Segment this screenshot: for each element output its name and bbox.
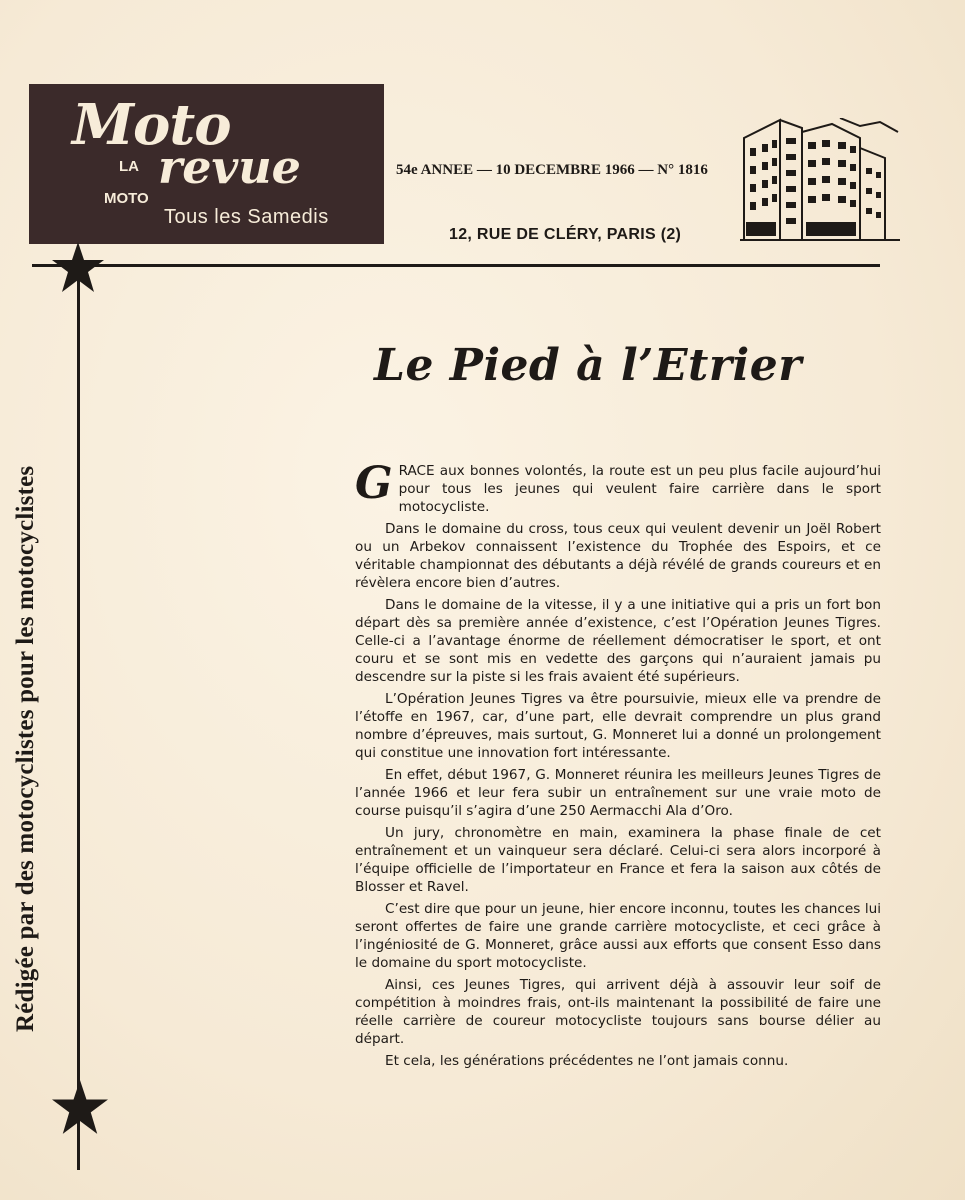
- logo-la-text: LA: [119, 158, 139, 175]
- issue-line: 54e ANNEE — 10 DECEMBRE 1966 — N° 1816: [396, 162, 708, 178]
- star-ornament-bottom: [52, 1080, 108, 1134]
- drop-cap: G: [355, 458, 393, 509]
- article-first-text: RACE aux bonnes volontés, la route est un peu plus facile aujourd’hui pour tous les jeunes qui veulent faire carrière dans le sport motocycliste.: [398, 463, 881, 515]
- star-ornament-top: [52, 242, 104, 292]
- article-headline: Le Pied à l’Etrier: [374, 340, 802, 391]
- logo-tagline: Tous les Samedis: [164, 206, 329, 228]
- article-paragraph: Dans le domaine du cross, tous ceux qui veulent devenir un Joël Robert ou un Arbekov connaissent l’existence du Trophée des Espoirs, et ce véritable championnat des débutants a déjà révélé de grands coureurs et en révèlera encore bien d’autres.: [355, 521, 881, 591]
- article-paragraph: Un jury, chronomètre en main, examinera la phase finale de cet entraînement et un vainqueur sera déclaré. Celui-ci sera alors incorporé à l’équipe officielle de l’importateur en France et fera la saison aux côtés de Blosser et Ravel.: [355, 825, 881, 895]
- horizontal-rule: [32, 264, 880, 267]
- article-body: [355, 458, 881, 1074]
- side-banner-text: Rédigée par des motocyclistes pour les motocyclistes: [12, 465, 39, 1032]
- article-paragraph: C’est dire que pour un jeune, hier encore inconnu, toutes les chances lui seront offertes de faire une grande carrière motocycliste, et ceci grâce à l’ingéniosité de G. Monneret, grâce aussi aux efforts que consent Esso dans le domaine du sport motocycliste.: [355, 901, 881, 971]
- vertical-rule: [77, 268, 80, 1170]
- article-paragraph: L’Opération Jeunes Tigres va être poursuivie, mieux elle va prendre de l’étoffe en 1967, car, d’une part, elle devrait comprendre un plus grand nombre d’épreuves, mais surtout, G. Monneret lui a donné un prolongement qui constitue une innovation fort intéressante.: [355, 691, 881, 761]
- article-paragraph: Ainsi, ces Jeunes Tigres, qui arrivent déjà à assouvir leur soif de compétition à moindres frais, ont-ils maintenant la possibilité de faire une réelle carrière de coureur motocycliste toujours sans bourse délier au départ.: [355, 977, 881, 1047]
- article-paragraph-1: [355, 458, 881, 516]
- logo-revue-text: revue: [158, 140, 301, 194]
- article-paragraph: Et cela, les générations précédentes ne l’ont jamais connu.: [385, 1053, 789, 1069]
- building-illustration: [740, 118, 900, 243]
- logo-moto-text: Moto: [72, 92, 231, 158]
- article-paragraph: Dans le domaine de la vitesse, il y a une initiative qui a pris un fort bon départ dès sa première année d’existence, c’est l’Opération Jeunes Tigres. Celle-ci a l’avantage énorme de réellement démocratiser le sport, et ont couru et se sont mis en vedette des garçons qui n’auraient jamais pu descendre sur la piste si les frais avaient été supérieurs.: [355, 597, 881, 685]
- article-paragraph: En effet, début 1967, G. Monneret réunira les meilleurs Jeunes Tigres de l’année 1966 et leur fera subir un entraînement sur une vraie moto de course puisqu’il s’agira d’une 250 Aermacchi Ala d’Oro.: [355, 767, 881, 819]
- address-line: 12, RUE DE CLÉRY, PARIS (2): [449, 226, 682, 243]
- logo-moto-small-text: MOTO: [104, 190, 149, 207]
